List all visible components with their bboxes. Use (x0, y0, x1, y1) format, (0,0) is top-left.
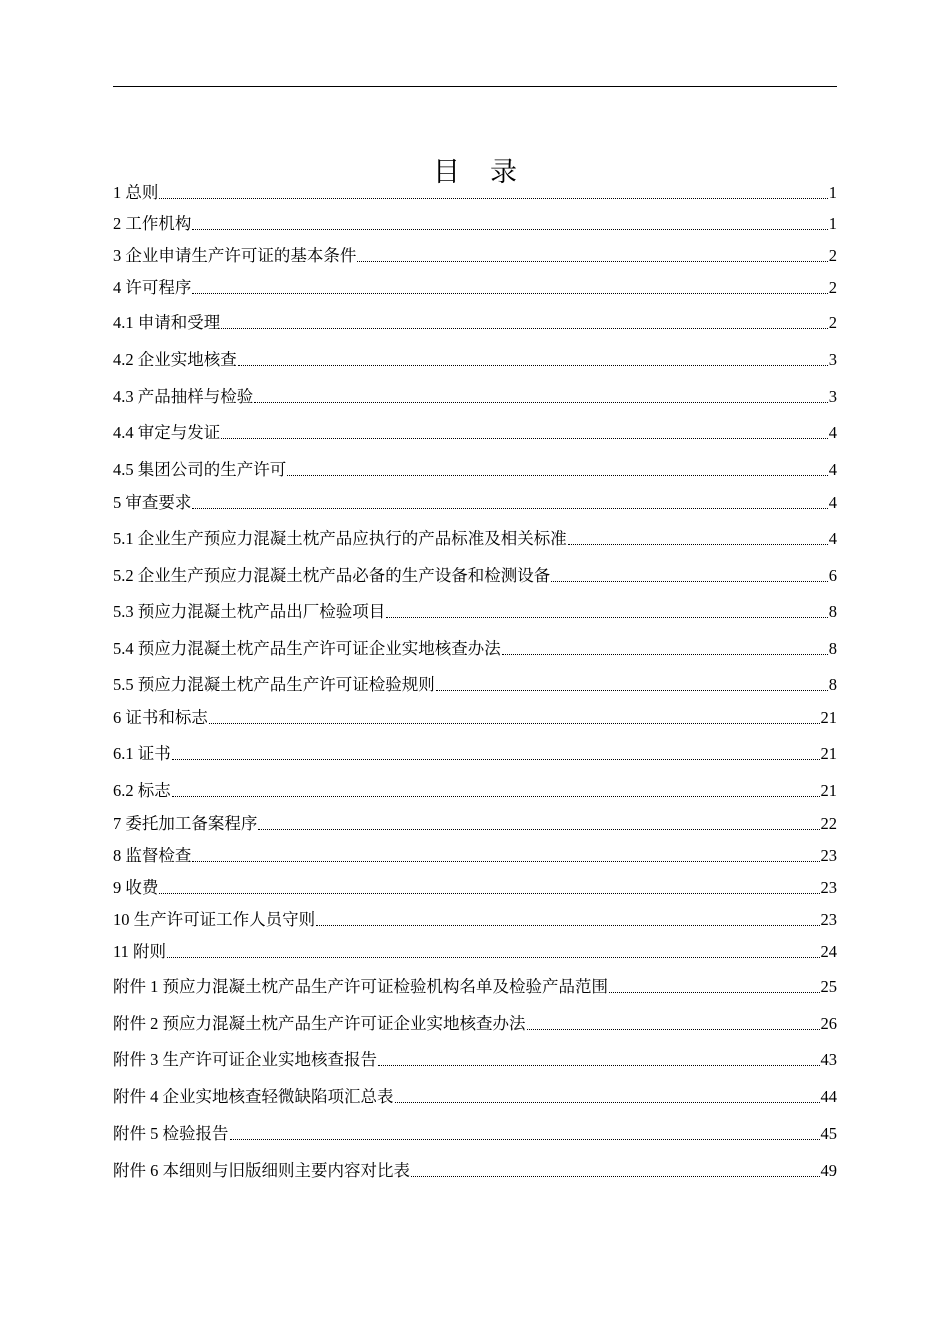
toc-dot-leader (609, 992, 820, 993)
toc-entry[interactable] (113, 1159, 837, 1183)
toc-title-char-2: 录 (490, 157, 517, 188)
toc-entry[interactable] (113, 385, 837, 409)
toc-entry[interactable] (113, 975, 837, 999)
header-rule (113, 86, 837, 87)
toc-entry[interactable] (113, 812, 837, 836)
toc-entry-page: 43 (820, 1050, 837, 1069)
toc-dot-leader (386, 617, 828, 618)
toc-entry-page: 2 (828, 246, 837, 265)
toc-entry-page: 2 (828, 313, 837, 332)
toc-entry-page: 21 (820, 708, 837, 727)
toc-entry[interactable] (113, 181, 837, 205)
toc-entry-label: 5 审查要求 (113, 493, 192, 512)
toc-entry-page: 23 (820, 878, 837, 897)
toc-entry-label: 7 委托加工备案程序 (113, 814, 258, 833)
toc-entry[interactable] (113, 1122, 837, 1146)
toc-dot-leader (411, 1176, 820, 1177)
toc-dot-leader (258, 829, 819, 830)
toc-entry-label: 附件 6 本细则与旧版细则主要内容对比表 (113, 1161, 410, 1180)
toc-entry-label: 3 企业申请生产许可证的基本条件 (113, 246, 357, 265)
toc-dot-leader (395, 1102, 820, 1103)
toc-entry-page: 49 (820, 1161, 837, 1180)
toc-entry[interactable] (113, 940, 837, 964)
toc-entry[interactable] (113, 600, 837, 624)
toc-dot-leader (568, 544, 828, 545)
toc-entry[interactable] (113, 527, 837, 551)
toc-entry[interactable] (113, 311, 837, 335)
toc-entry[interactable] (113, 421, 837, 445)
toc-dot-leader (192, 229, 827, 230)
toc-entry-page: 25 (820, 977, 837, 996)
toc-entry-page: 8 (828, 602, 837, 621)
toc-entry-label: 5.4 预应力混凝土枕产品生产许可证企业实地核查办法 (113, 639, 501, 658)
toc-dot-leader (172, 759, 820, 760)
toc-dot-leader (238, 365, 828, 366)
toc-entry[interactable] (113, 491, 837, 515)
toc-entry-label: 6.2 标志 (113, 781, 171, 800)
toc-entry[interactable] (113, 276, 837, 300)
toc-dot-leader (551, 581, 828, 582)
toc-entry-label: 4 许可程序 (113, 278, 192, 297)
toc-entry[interactable] (113, 742, 837, 766)
toc-entry-label: 附件 2 预应力混凝土枕产品生产许可证企业实地核查办法 (113, 1014, 526, 1033)
toc-entry-page: 3 (828, 350, 837, 369)
toc-entry[interactable] (113, 1012, 837, 1036)
toc-entry-label: 附件 4 企业实地核查轻微缺陷项汇总表 (113, 1087, 394, 1106)
toc-entry[interactable] (113, 1048, 837, 1072)
toc-entry[interactable] (113, 1085, 837, 1109)
toc-entry[interactable] (113, 212, 837, 236)
toc-entry[interactable] (113, 458, 837, 482)
toc-entry[interactable] (113, 244, 837, 268)
toc-entry-label: 4.5 集团公司的生产许可 (113, 460, 287, 479)
toc-entry-page: 21 (820, 781, 837, 800)
toc-dot-leader (357, 261, 827, 262)
toc-dot-leader (287, 475, 828, 476)
toc-entry-label: 4.3 产品抽样与检验 (113, 387, 254, 406)
toc-entry-page: 22 (820, 814, 837, 833)
toc-dot-leader (378, 1065, 820, 1066)
toc-entry-page: 4 (828, 529, 837, 548)
toc-dot-leader (209, 723, 820, 724)
toc-entry-label: 10 生产许可证工作人员守则 (113, 910, 316, 929)
toc-entry-label: 4.2 企业实地核查 (113, 350, 237, 369)
toc-dot-leader (527, 1029, 820, 1030)
toc-entry[interactable] (113, 564, 837, 588)
toc-entry-page: 45 (820, 1124, 837, 1143)
toc-dot-leader (221, 328, 828, 329)
toc-entry-label: 4.1 申请和受理 (113, 313, 221, 332)
toc-entry[interactable] (113, 876, 837, 900)
toc-entry-label: 附件 1 预应力混凝土枕产品生产许可证检验机构名单及检验产品范围 (113, 977, 608, 996)
toc-entry-label: 2 工作机构 (113, 214, 192, 233)
toc-dot-leader (192, 508, 827, 509)
toc-dot-leader (159, 198, 827, 199)
toc-title-char-1: 目 (433, 157, 460, 188)
toc-entry-page: 2 (828, 278, 837, 297)
toc-entry-label: 4.4 审定与发证 (113, 423, 221, 442)
toc-entry-page: 24 (820, 942, 837, 961)
toc-entry-page: 21 (820, 744, 837, 763)
toc-entry-label: 11 附则 (113, 942, 167, 961)
toc-entry-label: 附件 5 检验报告 (113, 1124, 229, 1143)
toc-entry[interactable] (113, 637, 837, 661)
toc-entry-page: 4 (828, 423, 837, 442)
toc-dot-leader (221, 438, 828, 439)
toc-entry[interactable] (113, 844, 837, 868)
toc-entry[interactable] (113, 706, 837, 730)
toc-entry[interactable] (113, 673, 837, 697)
toc-dot-leader (192, 861, 819, 862)
toc-dot-leader (167, 957, 819, 958)
toc-entry-page: 4 (828, 460, 837, 479)
toc-entry-label: 5.1 企业生产预应力混凝土枕产品应执行的产品标准及相关标准 (113, 529, 567, 548)
toc-entry-label: 6.1 证书 (113, 744, 171, 763)
toc-entry-page: 26 (820, 1014, 837, 1033)
toc-entry-label: 附件 3 生产许可证企业实地核查报告 (113, 1050, 377, 1069)
toc-dot-leader (159, 893, 819, 894)
toc-dot-leader (316, 925, 819, 926)
toc-entry[interactable] (113, 779, 837, 803)
toc-dot-leader (172, 796, 820, 797)
toc-entry-label: 6 证书和标志 (113, 708, 208, 727)
toc-entry-label: 1 总则 (113, 183, 159, 202)
toc-dot-leader (230, 1139, 820, 1140)
toc-dot-leader (192, 293, 827, 294)
toc-entry-label: 9 收费 (113, 878, 159, 897)
toc-dot-leader (254, 402, 828, 403)
toc-entry-page: 6 (828, 566, 837, 585)
toc-entry-label: 5.2 企业生产预应力混凝土枕产品必备的生产设备和检测设备 (113, 566, 551, 585)
toc-dot-leader (436, 690, 828, 691)
toc-entry-page: 23 (820, 910, 837, 929)
toc-entry-page: 23 (820, 846, 837, 865)
toc-entry-label: 5.5 预应力混凝土枕产品生产许可证检验规则 (113, 675, 435, 694)
toc-entry-page: 8 (828, 639, 837, 658)
toc-entry-page: 4 (828, 493, 837, 512)
toc-entry-label: 5.3 预应力混凝土枕产品出厂检验项目 (113, 602, 386, 621)
toc-entry-page: 44 (820, 1087, 837, 1106)
toc-dot-leader (502, 654, 828, 655)
toc-entry-page: 1 (828, 214, 837, 233)
toc-entry-page: 8 (828, 675, 837, 694)
toc-entry[interactable] (113, 348, 837, 372)
toc-entry-page: 1 (828, 183, 837, 202)
toc-entry[interactable] (113, 908, 837, 932)
toc-entry-page: 3 (828, 387, 837, 406)
toc-entry-label: 8 监督检查 (113, 846, 192, 865)
